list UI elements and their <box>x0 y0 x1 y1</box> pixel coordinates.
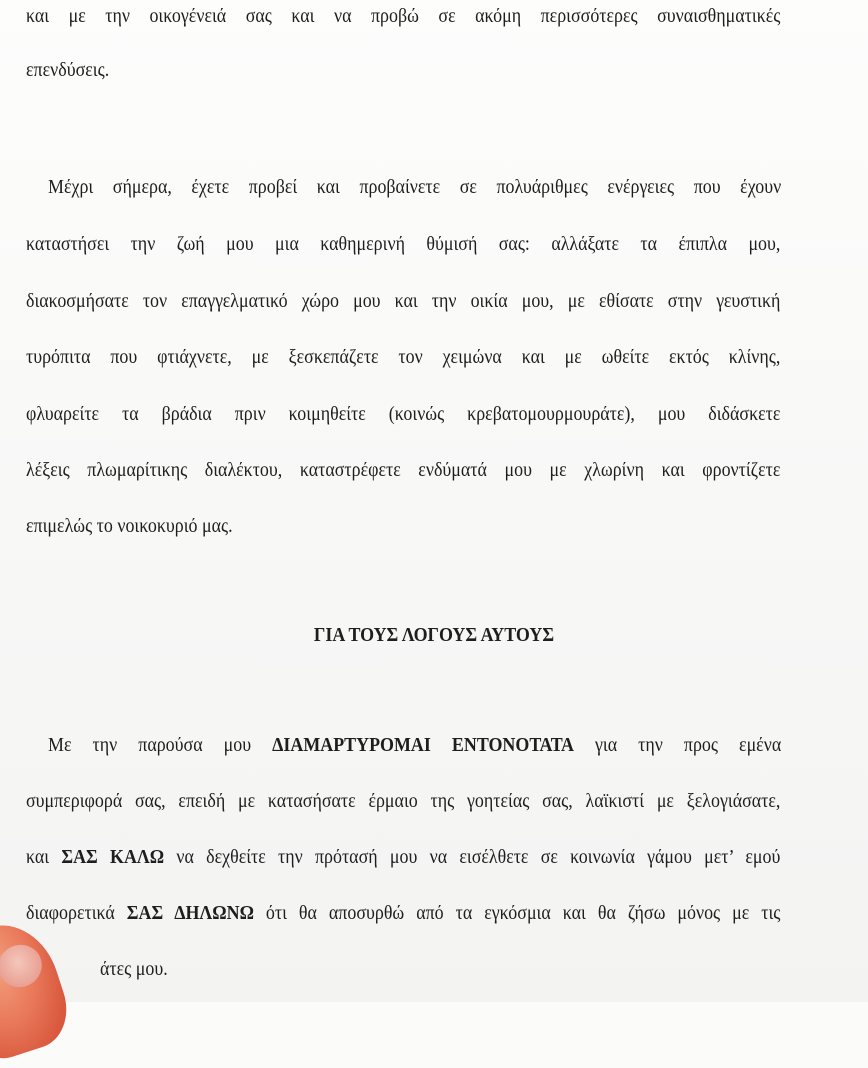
emphasis-text: ΣΑΣ ΚΑΛΩ <box>61 847 165 868</box>
text-line <box>26 902 780 926</box>
emphasis-text: ΔΙΑΜΑΡΤΥΡΟΜΑΙ ΕΝΤΟΝΟΤΑΤΑ <box>272 735 574 756</box>
text-line <box>26 846 780 870</box>
text-line: επενδύσεις. <box>26 60 110 81</box>
text-line: διακοσμήσατε τον επαγγελματικό χώρο μου και την οικία μου, με εθίσατε στην γευστική <box>26 291 781 312</box>
text-line: και με την οικογένειά σας και να προβώ σε ακόμη περισσότερες συναισθηματικές <box>26 6 781 27</box>
text-line: άτες μου. <box>100 959 168 980</box>
text-span: διαφορετικά <box>26 903 127 924</box>
text-span: ότι θα αποσυρθώ από τα εγκόσμια και θα ζήσω μόνος με τις <box>253 903 781 924</box>
text-line <box>48 734 781 758</box>
text-span: Με την παρούσα μου <box>48 735 273 756</box>
section-heading: ΓΙΑ ΤΟΥΣ ΛΟΓΟΥΣ ΑΥΤΟΥΣ <box>313 625 555 646</box>
text-line: επιμελώς το νοικοκυριό μας. <box>26 516 233 537</box>
text-line: Μέχρι σήμερα, έχετε προβεί και προβαίνετε σε πολυάριθμες ενέργειες που έχουν <box>48 177 782 198</box>
text-span: να δεχθείτε την πρότασή μου να εισέλθετε σε κοινωνία γάμου μετ’ εμού <box>164 847 781 868</box>
text-line: συμπεριφορά σας, επειδή με κατασήσατε έρμαιο της γοητείας σας, λαϊκιστί με ξελογιάσατε, <box>26 791 781 812</box>
text-line: φλυαρείτε τα βράδια πριν κοιμηθείτε (κοινώς κρεβατομουρμουράτε), μου διδάσκετε <box>26 404 781 425</box>
text-line: τυρόπιτα που φτιάχνετε, με ξεσκεπάζετε τον χειμώνα και με ωθείτε εκτός κλίνης, <box>26 347 781 368</box>
text-span: για την προς εμένα <box>573 735 782 756</box>
text-line: καταστήσει την ζωή μου μια καθημερινή θύμισή σας: αλλάξατε τα έπιπλα μου, <box>26 234 781 255</box>
emphasis-text: ΣΑΣ ΔΗΛΩΝΩ <box>126 903 254 924</box>
text-line: λέξεις πλωμαρίτικης διαλέκτου, καταστρέφετε ενδύματά μου με χλωρίνη και φροντίζετε <box>26 460 781 481</box>
finger-overlay <box>0 912 78 1068</box>
text-span: και <box>26 847 62 868</box>
